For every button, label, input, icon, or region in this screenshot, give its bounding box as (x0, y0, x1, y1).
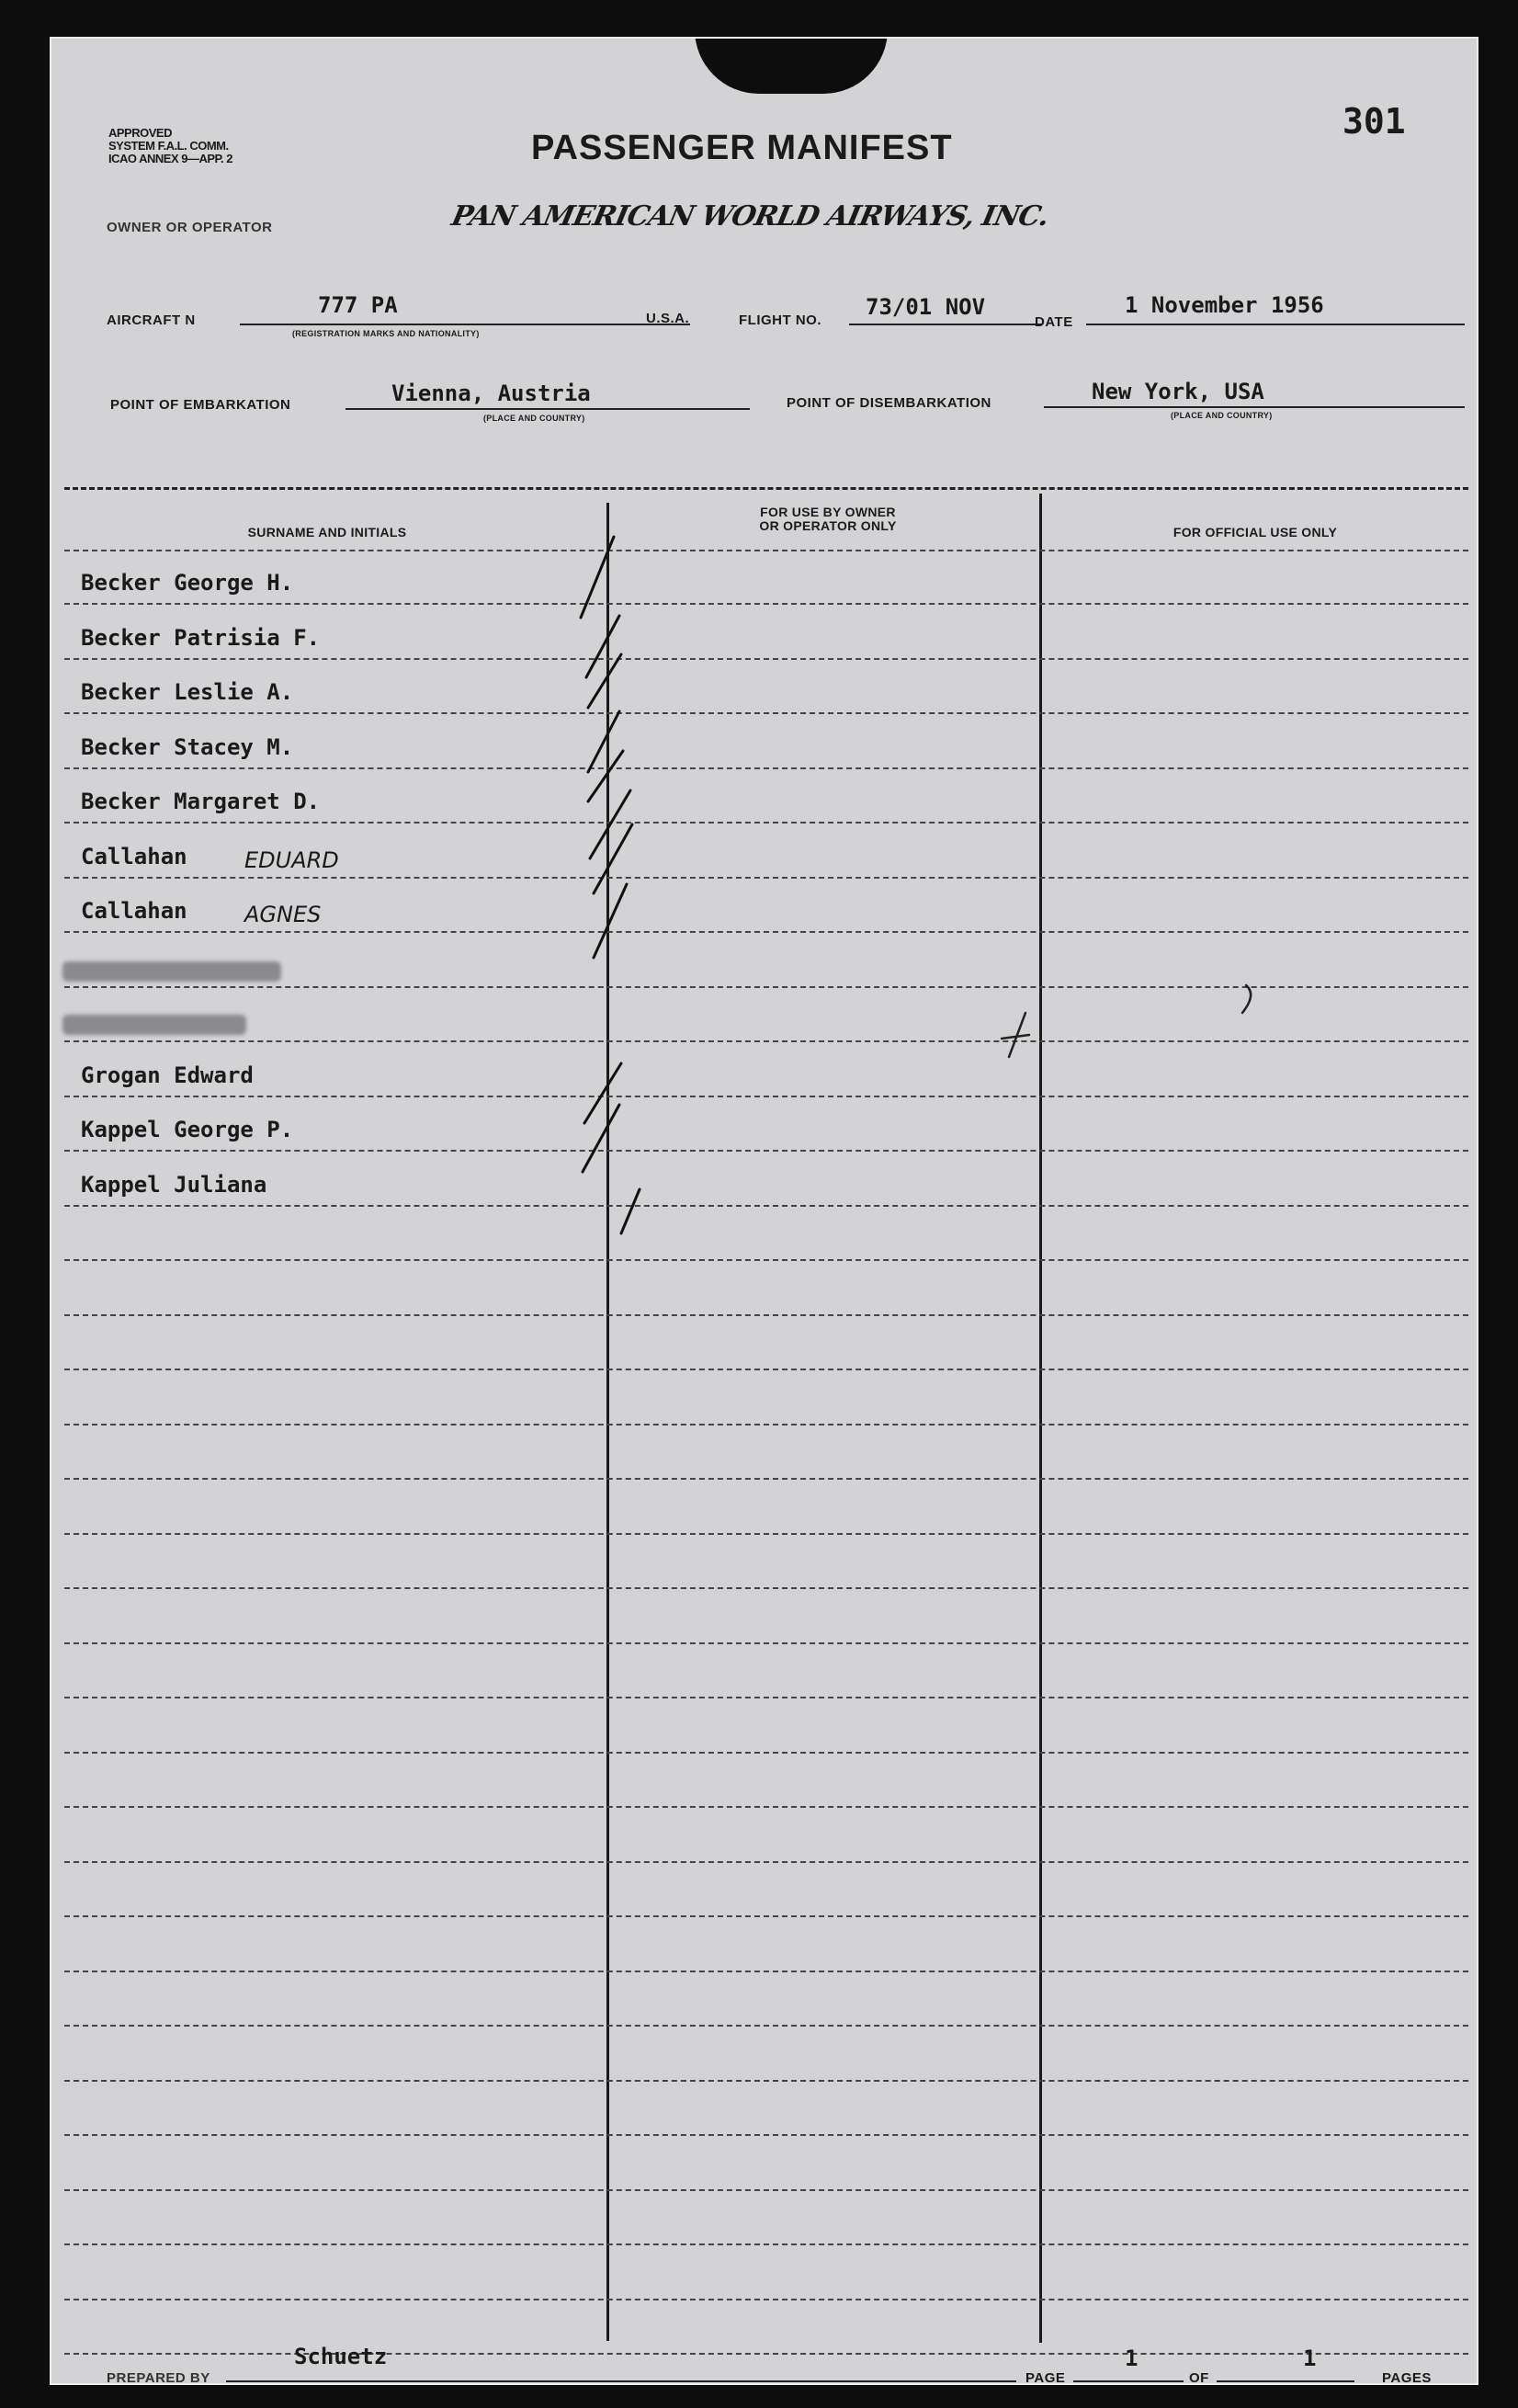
row-rule (64, 1587, 1468, 1589)
surname-column-header: SURNAME AND INITIALS (247, 525, 407, 540)
row-rule (64, 822, 1468, 823)
row-rule (64, 1806, 1468, 1808)
check-marks (529, 498, 676, 1252)
check-mark-icon (594, 884, 627, 958)
passenger-name: Becker Leslie A. (81, 679, 294, 705)
obscured-entry (62, 1015, 246, 1035)
column-divider-2 (1039, 494, 1042, 2343)
passenger-name: Kappel Juliana (81, 1172, 267, 1198)
manifest-sheet (50, 37, 1478, 2385)
owner-use-column-header: FOR USE BY OWNER OR OPERATOR ONLY (759, 505, 897, 533)
passenger-name: Becker Patrisia F. (81, 625, 321, 651)
of-value: 1 (1303, 2346, 1317, 2371)
row-rule (64, 877, 1468, 879)
embarkation-place-note: (PLACE AND COUNTRY) (483, 414, 585, 423)
obscured-entry (62, 961, 281, 982)
row-rule (64, 712, 1468, 714)
passenger-name: Becker Stacey M. (81, 734, 294, 760)
row-rule (64, 2299, 1468, 2300)
stray-mark-icon (1002, 1013, 1029, 1057)
page-value: 1 (1125, 2346, 1138, 2371)
row-rule (64, 931, 1468, 933)
country-label: U.S.A. (646, 311, 690, 326)
row-rule (64, 1915, 1468, 1917)
check-mark-icon (581, 537, 614, 618)
passenger-name: Grogan Edward (81, 1062, 254, 1088)
row-rule (64, 2243, 1468, 2245)
row-rule (64, 2025, 1468, 2027)
embarkation-value: Vienna, Austria (391, 381, 591, 406)
date-value: 1 November 1956 (1125, 292, 1324, 318)
approval-note: APPROVED SYSTEM F.A.L. COMM. ICAO ANNEX 9—APP. 2 (108, 126, 232, 165)
row-rule (64, 1314, 1468, 1316)
prepared-by-value: Schuetz (294, 2344, 388, 2369)
handwritten-note: EDUARD (244, 847, 339, 873)
pages-label: PAGES (1382, 2370, 1432, 2385)
disembarkation-place-note: (PLACE AND COUNTRY) (1171, 411, 1273, 420)
torn-notch (695, 37, 888, 94)
page-label: PAGE (1025, 2370, 1066, 2385)
row-rule (64, 1096, 1468, 1097)
row-rule (64, 1642, 1468, 1644)
flight-value: 73/01 NOV (866, 294, 986, 320)
row-rule (64, 1259, 1468, 1261)
disembarkation-label: POINT OF DISEMBARKATION (787, 395, 991, 411)
passenger-name: Callahan (81, 844, 187, 869)
row-rule (64, 658, 1468, 660)
row-rule (64, 1205, 1468, 1207)
prepared-by-label: PREPARED BY (107, 2370, 210, 2385)
row-rule (64, 1861, 1468, 1863)
row-rule (64, 2134, 1468, 2136)
handwritten-note: AGNES (244, 902, 322, 927)
aircraft-label: AIRCRAFT N (107, 312, 196, 328)
owner-label: OWNER OR OPERATOR (107, 220, 273, 235)
registration-note: (REGISTRATION MARKS AND NATIONALITY) (292, 329, 480, 338)
sheet-number: 301 (1342, 101, 1406, 142)
row-rule (64, 1971, 1468, 1972)
of-label: OF (1189, 2370, 1209, 2385)
check-mark-icon (586, 616, 619, 677)
row-rule (64, 603, 1468, 605)
official-use-column-header: FOR OFFICIAL USE ONLY (1172, 525, 1338, 540)
passenger-name: Kappel George P. (81, 1117, 294, 1142)
document-title: PASSENGER MANIFEST (531, 129, 953, 167)
disembarkation-value: New York, USA (1092, 379, 1264, 404)
passenger-name: Becker George H. (81, 570, 294, 596)
check-mark-icon (621, 1189, 640, 1233)
stray-mark-icon (1242, 985, 1251, 1013)
row-rule (64, 1478, 1468, 1480)
flight-label: FLIGHT NO. (739, 312, 821, 328)
date-label: DATE (1035, 314, 1073, 330)
stray-marks (970, 958, 1338, 1096)
row-rule (64, 2080, 1468, 2082)
row-rule (64, 1533, 1468, 1535)
aircraft-value: 777 PA (318, 292, 398, 318)
passenger-name: Callahan (81, 898, 187, 924)
row-rule (64, 1150, 1468, 1152)
row-rule (64, 1697, 1468, 1698)
check-mark-icon (590, 790, 630, 858)
check-mark-icon (588, 751, 623, 801)
row-rule (64, 2189, 1468, 2191)
row-rule (64, 1424, 1468, 1425)
row-rule (64, 767, 1468, 769)
row-rule (64, 1369, 1468, 1370)
passenger-name: Becker Margaret D. (81, 789, 321, 814)
row-rule (64, 2353, 1468, 2355)
embarkation-label: POINT OF EMBARKATION (110, 397, 291, 413)
operator-name: PAN AMERICAN WORLD AIRWAYS, INC. (448, 200, 1052, 233)
row-rule (64, 1752, 1468, 1754)
